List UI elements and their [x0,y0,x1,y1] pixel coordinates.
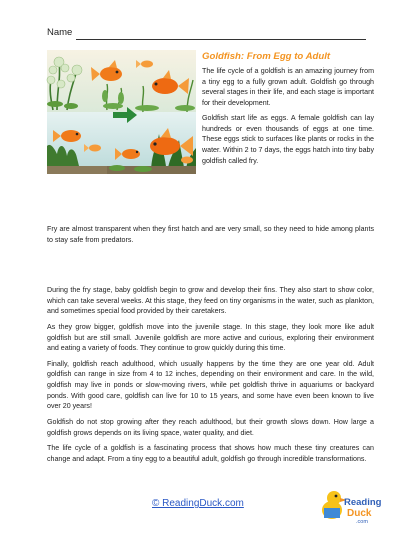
logo-word-com: .com [356,519,368,525]
reading-duck-link[interactable]: © ReadingDuck.com [152,498,244,509]
paragraph-eggs: Goldfish start life as eggs. A female goldfish can lay hundreds or even thousands of eggs at one time. These eggs stick to surfaces like plants or rocks in the water. Within 2 to 7 days, the eggs hatch into tiny baby goldfish called fry. [202,113,374,165]
goldfish-life-cycle-illustration [47,50,196,174]
name-label: Name [47,27,73,38]
paragraph-eggs-continued: Fry are almost transparent when they first hatch and are very small, so they need to hide among plants to stay safe from predators. [47,225,374,244]
paragraph-juvenile: As they grow bigger, goldfish move into the juvenile stage. In this stage, they look more like adult goldfish but are still small. Juvenile goldfish are more active and curious, exploring their environment and eating a variety of foods. They continue to grow quickly during this time. [47,322,374,353]
paragraph-growth: Goldfish do not stop growing after they reach adulthood, but their growth slows down. How large a goldfish grows depends on its living space, water quality, and diet. [47,417,374,437]
article-right-column [202,66,374,170]
paragraph-adult: Finally, goldfish reach adulthood, which usually happens by the time they are one year old. Adult goldfish can range in size from 4 to 12 inches, depending on their environment and care. In the wild, goldfish may live in ponds or slow-moving rivers, while pet goldfish thrive in aquariums or backyard ponds. With good care, goldfish can live for 10 to 15 years, and some have even been known to live over 20 years! [47,359,374,411]
article-full-width-body [47,285,374,469]
logo-word-reading: Reading [344,497,382,508]
article-eggs-continued [47,224,374,245]
paragraph-conclusion: The life cycle of a goldfish is a fascinating process that shows how much these tiny creatures can change and adapt. From a tiny egg to a beautiful adult, goldfish go through incredible transformations. [47,443,374,463]
illustration-graphic [47,50,196,174]
name-field-row [47,26,377,40]
logo-word-duck: Duck [347,508,372,519]
paragraph-fry: During the fry stage, baby goldfish begin to grow and develop their fins. They also start to show color, which can take several weeks. At this stage, they feed on tiny organisms in the water, such as plankton, and sometimes special food provided by their caretakers. [47,286,374,316]
article-title: Goldfish: From Egg to Adult [202,51,331,62]
duck-logo-icon [320,486,382,526]
paragraph-intro: The life cycle of a goldfish is an amazing journey from a tiny egg to a fully grown adult. Goldfish go through several stages in their life, and each stage is important for their development. [202,67,374,108]
reading-duck-logo [320,486,382,526]
name-write-line [76,29,366,40]
